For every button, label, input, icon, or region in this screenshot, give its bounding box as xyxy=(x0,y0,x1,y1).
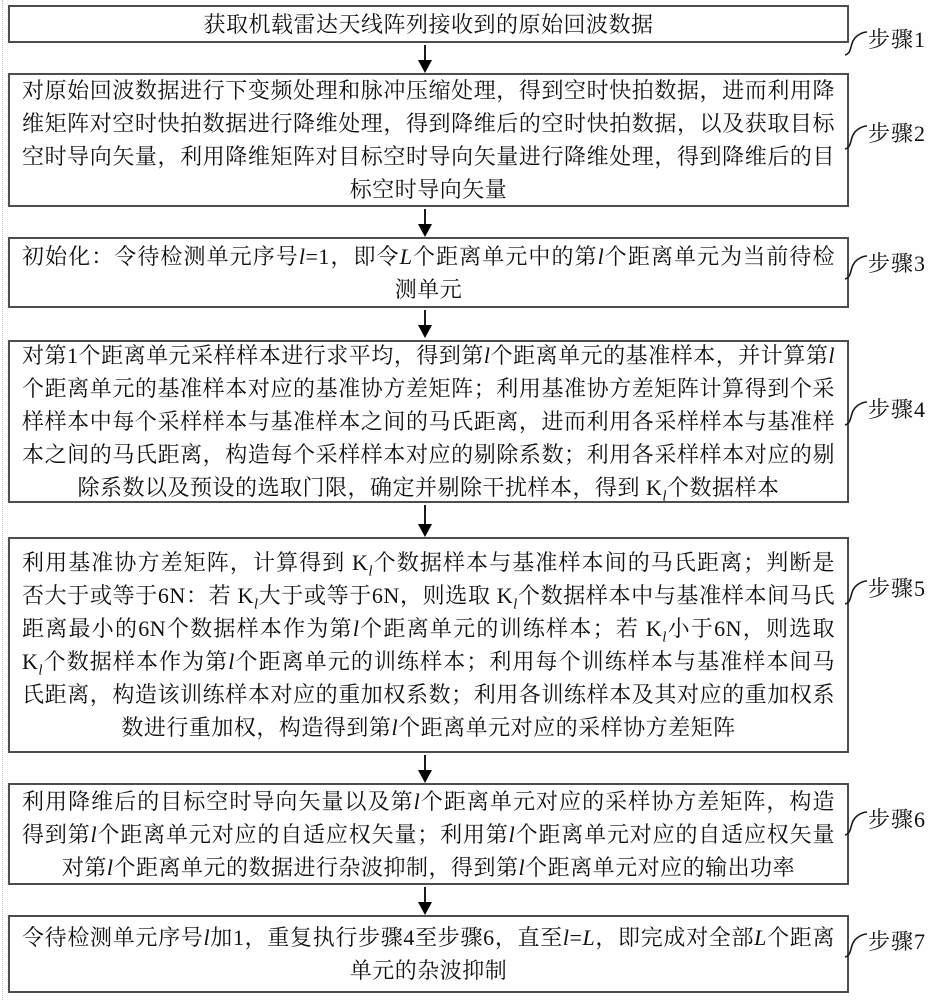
arrow-head xyxy=(418,325,432,338)
flow-arrow-down-icon xyxy=(418,505,432,537)
step-box-3 xyxy=(8,237,849,308)
arrow-line xyxy=(424,505,426,524)
step-box-7 xyxy=(8,915,849,993)
step-label-2 xyxy=(868,117,926,147)
step-text-4: 对第1个距离单元采样样本进行求平均，得到第l个距离单元的基准样本，并计算第l个距离单元的基准样本对应的基准协方差矩阵；利用基准协方差矩阵计算得到个采样样本中每个采样样本与基准样本之间的马氏距离，进而利用各采样样本与基准样本之间的马氏距离，构造每个采样样本对应的剔除系数；利用各采样样本对应的剔除系数以及预设的选取门限，确定并剔除干扰样本，得到 $K_l$个数据样本 xyxy=(22,343,835,505)
step-label-6 xyxy=(868,803,926,833)
flow-arrow-down-icon xyxy=(418,887,432,915)
step-label-text: 步骤5 xyxy=(868,575,927,601)
step-label-5 xyxy=(868,572,926,602)
arrow-head xyxy=(418,902,432,915)
arrow-line xyxy=(424,310,426,325)
step-box-2 xyxy=(8,73,849,207)
step-text-2: 对原始回波数据进行下变频处理和脉冲压缩处理，得到空时快拍数据，进而利用降维矩阵对空时快拍数据进行降维处理，得到降维后的空时快拍数据，以及获取目标空时导向矢量，利用降维矩阵对目标空时导向矢量进行降维处理，得到降维后的目标空时导向矢量 xyxy=(22,78,835,202)
step-text-6: 利用降维后的目标空时导向矢量以及第l个距离单元对应的采样协方差矩阵，构造得到第l个距离单元对应的自适应权矢量；利用第l个距离单元对应的自适应权矢量对第l个距离单元的数据进行杂波抑制，得到第l个距离单元对应的输出功率 xyxy=(22,788,835,880)
step-text-7: 令待检测单元序号l加1，重复执行步骤4至步骤6，直至l=L，即完成对全部L个距离单元的杂波抑制 xyxy=(22,925,835,983)
flow-arrow-down-icon xyxy=(418,310,432,338)
step-label-text: 步骤4 xyxy=(868,396,927,422)
step-label-text: 步骤3 xyxy=(868,250,927,276)
step-text-1: 获取机载雷达天线阵列接收到的原始回波数据 xyxy=(203,11,654,37)
step-label-text: 步骤6 xyxy=(868,806,927,832)
arrow-line xyxy=(424,755,426,770)
arrow-line xyxy=(424,887,426,902)
leader-line-icon xyxy=(844,579,868,605)
arrow-line xyxy=(424,209,426,224)
step-box-5 xyxy=(8,537,849,753)
step-label-4 xyxy=(868,393,926,423)
arrow-head xyxy=(418,60,432,73)
arrow-head xyxy=(418,224,432,237)
leader-line-icon xyxy=(844,932,868,958)
arrow-head xyxy=(418,524,432,537)
step-label-3 xyxy=(868,247,926,277)
step-box-4 xyxy=(8,340,849,503)
flow-arrow-down-icon xyxy=(418,755,432,783)
leader-line-icon xyxy=(844,400,868,426)
flow-arrow-down-icon xyxy=(418,209,432,237)
leader-line-icon xyxy=(844,810,868,836)
leader-line-icon xyxy=(844,254,868,280)
scan-edge-artifact xyxy=(2,0,3,1000)
step-label-text: 步骤2 xyxy=(868,120,927,146)
arrow-line xyxy=(424,45,426,60)
leader-line-icon xyxy=(844,124,868,150)
step-label-1 xyxy=(868,23,926,53)
step-label-7 xyxy=(868,925,926,955)
arrow-head xyxy=(418,770,432,783)
step-label-text: 步骤1 xyxy=(868,26,927,52)
step-text-3: 初始化：令待检测单元序号l=1，即令L个距离单元中的第l个距离单元为当前待检测单元 xyxy=(22,243,835,302)
step-box-6 xyxy=(8,783,849,885)
leader-line-icon xyxy=(844,30,868,56)
step-box-1 xyxy=(8,5,849,43)
step-text-5: 利用基准协方差矩阵，计算得到 $K_l$个数据样本与基准样本间的马氏距离；判断是否大于或等于6N：若 $K_l$大于或等于6N，则选取 $K_l$个数据样本中与基准样本间马氏距离最小的6N个数据样本作为第l个距离单元的训练样本；若 $K_l$小于6N，则选取 $K_l$个数据样本作为第l个距离单元的训练样本；利用每个训练样本与基准样本间马氏距离，构造该训练样本对应的重加权系数；利用各训练样本及其对应的重加权系数进行重加权，构造得到第l个距离单元对应的采样协方差矩阵 xyxy=(22,550,836,740)
step-label-text: 步骤7 xyxy=(868,928,927,954)
flow-arrow-down-icon xyxy=(418,45,432,73)
